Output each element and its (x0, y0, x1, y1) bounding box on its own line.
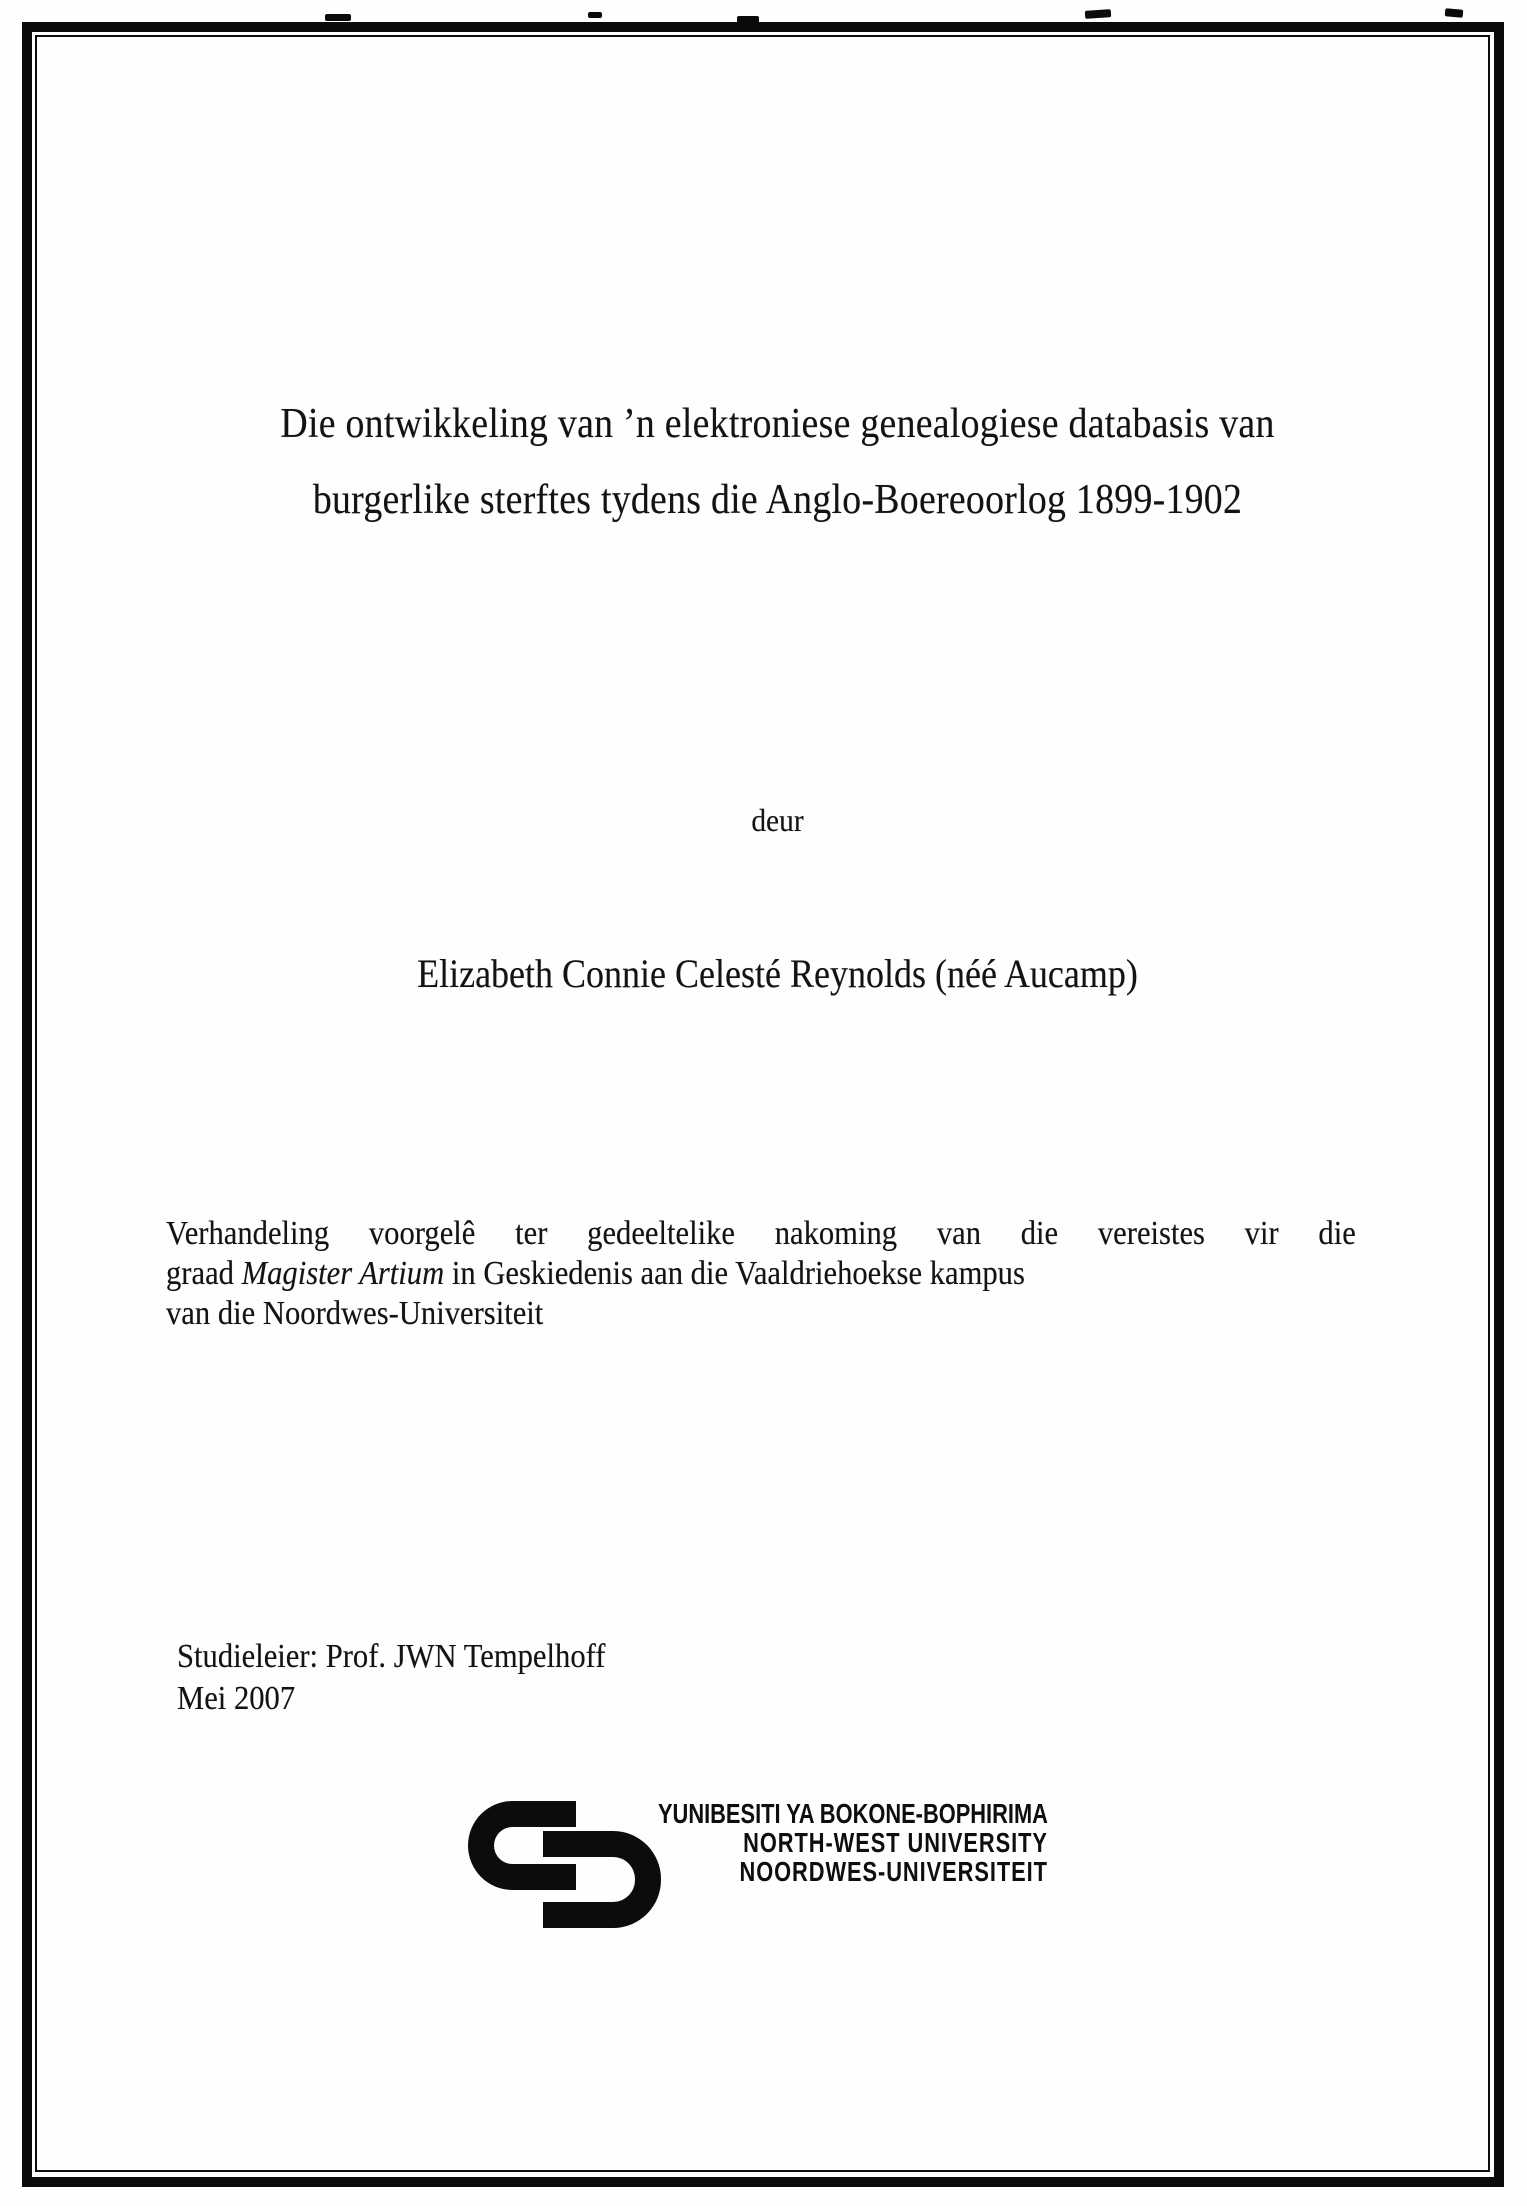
scan-speck (1445, 8, 1464, 18)
degree-statement-line1: Verhandeling voorgelê ter gedeeltelike nakoming van die vereistes vir die (166, 1215, 1356, 1252)
author-name: Elizabeth Connie Celesté Reynolds (néé Aucamp) (417, 951, 1138, 996)
scan-speck (325, 14, 351, 21)
thesis-title-line2: burgerlike sterftes tydens die Anglo-Boereoorlog 1899-1902 (312, 477, 1243, 523)
degree-statement-line2-post: in Geskiedenis aan die Vaaldriehoekse kampus (444, 1255, 1025, 1292)
supervisor-line: Studieleier: Prof. JWN Tempelhoff (177, 1638, 606, 1675)
nwu-logo-link-icon (543, 1831, 661, 1928)
scan-speck (1085, 9, 1111, 19)
degree-name-italic: Magister Artium (241, 1255, 445, 1292)
degree-statement-line2 (166, 1254, 1356, 1294)
degree-statement-line3: van die Noordwes-Universiteit (166, 1295, 544, 1332)
byline-label: deur (751, 802, 804, 838)
nwu-logo-line1: YUNIBESITI YA BOKONE-BOPHIRIMA (658, 1798, 1048, 1829)
nwu-logo-line3: NOORDWES-UNIVERSITEIT (739, 1856, 1048, 1887)
degree-statement-line2-pre: graad (166, 1255, 242, 1292)
supervisor-block (177, 1636, 605, 1720)
scan-speck (588, 12, 602, 18)
nwu-logo-line2: NORTH-WEST UNIVERSITY (743, 1827, 1048, 1858)
thesis-title-line1: Die ontwikkeling van ’n elektroniese genealogiese databasis van (280, 401, 1275, 447)
thesis-title (137, 386, 1418, 538)
degree-statement (166, 1214, 1356, 1334)
date-line: Mei 2007 (177, 1680, 296, 1717)
nwu-logo-wordmark (658, 1799, 1048, 1886)
